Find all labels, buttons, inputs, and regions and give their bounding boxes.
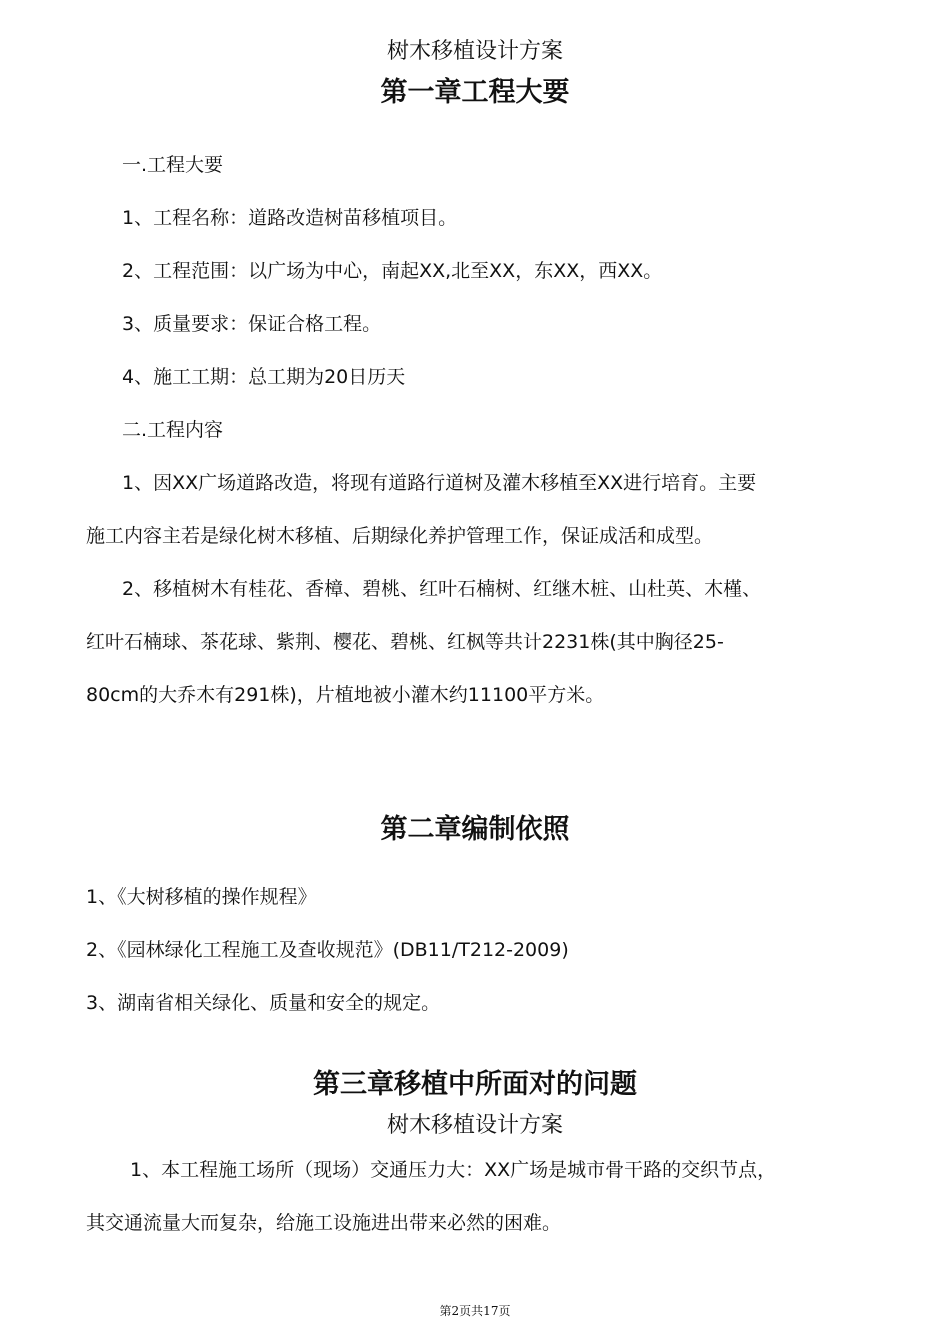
content-paragraph-2-line-1: 2、移植树木有桂花、香樟、碧桃、红叶石楠树、红继木桩、山杜英、木槿、 [122,578,762,600]
content-paragraph-1-line-2: 施工内容主若是绿化树木移植、后期绿化养护管理工作，保证成活和成型。 [86,525,714,547]
content-paragraph-2-line-2: 红叶石楠球、茶花球、紫荆、樱花、碧桃、红枫等共计2231株(其中胸径25- [86,631,724,653]
content-paragraph-2-line-3: 80cm的大乔木有291株)，片植地被小灌木约11100平方米。 [86,684,605,706]
basis-item-3: 3、湖南省相关绿化、质量和安全的规定。 [86,992,441,1014]
content-paragraph-1-line-1: 1、因XX广场道路改造，将现有道路行道树及灌木移植至XX进行培育。主要 [122,472,757,494]
section-1-heading: 一.工程大要 [122,154,224,176]
chapter-2-title: 第二章编制依照 [380,814,570,845]
problem-paragraph-1-line-1: 1、本工程施工场所（现场）交通压力大：XX广场是城市骨干路的交织节点， [130,1159,777,1181]
item-quality-requirement: 3、质量要求：保证合格工程。 [122,313,382,335]
chapter-3-title: 第三章移植中所面对的问题 [313,1069,637,1100]
item-project-name: 1、工程名称：道路改造树苗移植项目。 [122,207,458,229]
problem-paragraph-1-line-2: 其交通流量大而复杂，给施工设施进出带来必然的困难。 [86,1212,562,1234]
item-project-scope: 2、工程范围：以广场为中心，南起XX,北至XX，东XX，西XX。 [122,260,663,282]
running-header-repeat: 树木移植设计方案 [386,1113,563,1138]
basis-item-2: 2、《园林绿化工程施工及查收规范》(DB11/T212-2009) [86,939,569,961]
item-construction-period: 4、施工工期：总工期为20日历天 [122,366,406,388]
running-header: 树木移植设计方案 [386,39,563,64]
page-number: 第2页共17页 [439,1304,511,1318]
basis-item-1: 1、《大树移植的操作规程》 [86,886,317,908]
chapter-1-title: 第一章工程大要 [380,77,570,108]
section-2-heading: 二.工程内容 [122,419,224,441]
